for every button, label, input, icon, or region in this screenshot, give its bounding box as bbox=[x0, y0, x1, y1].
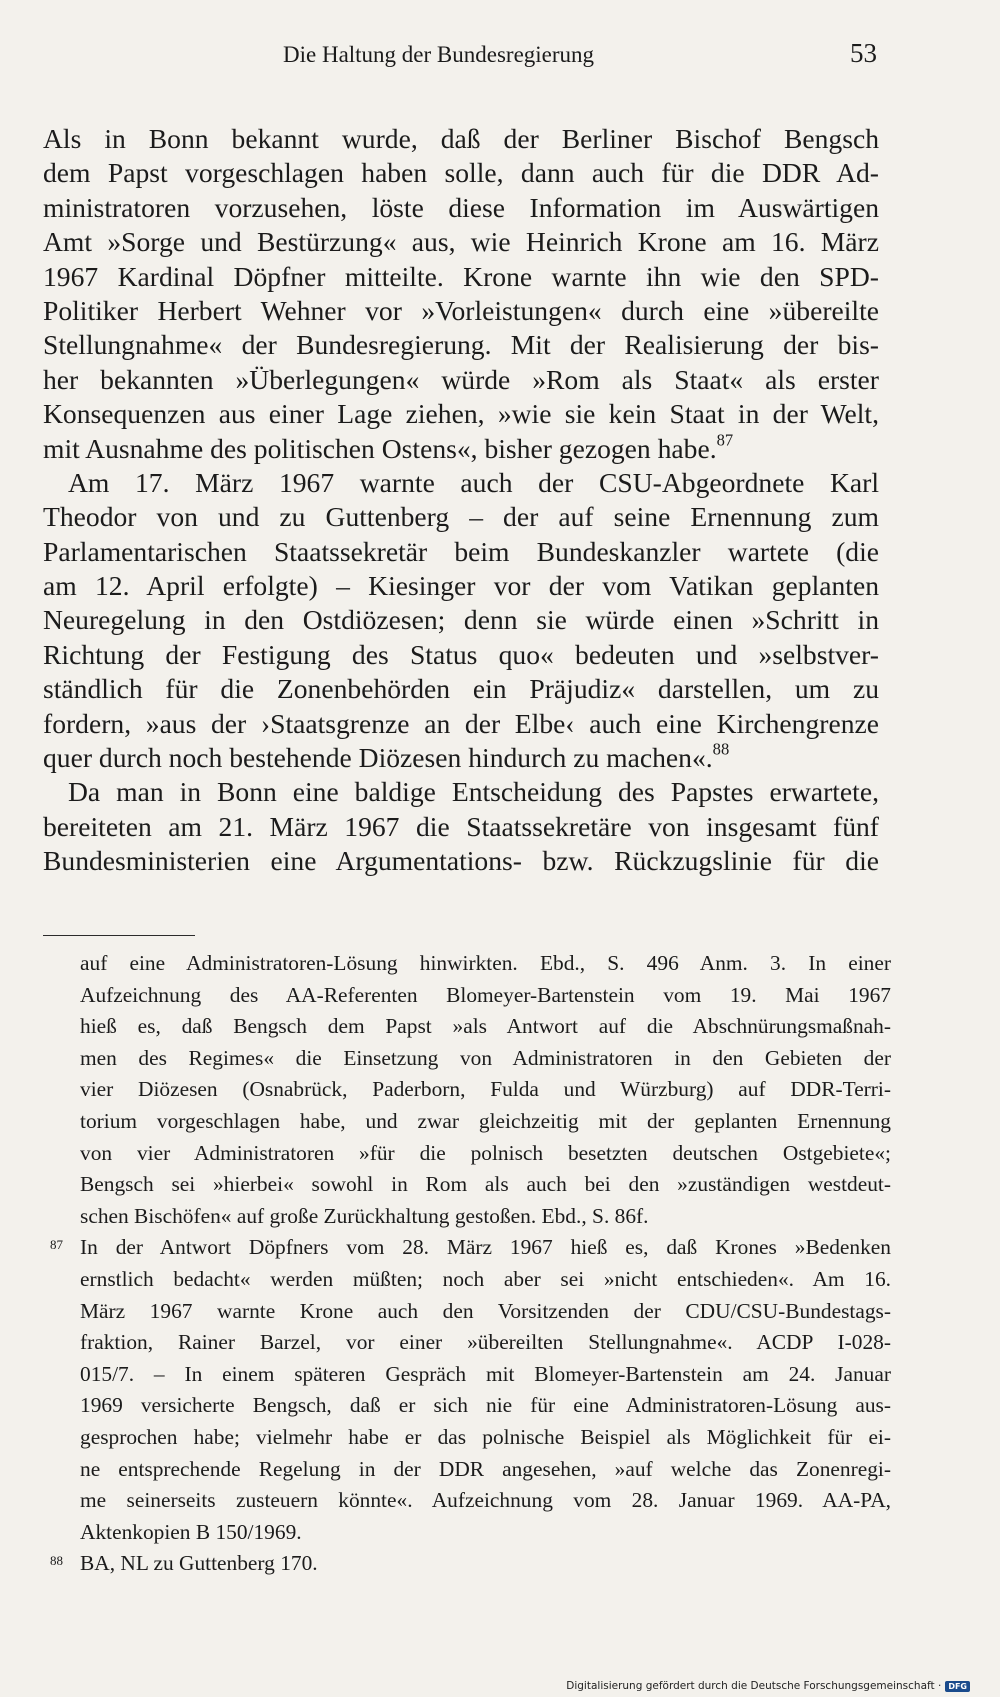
footnote-line: schen Bischöfen« auf große Zurückhaltung gestoßen. Ebd., S. 86f. bbox=[80, 1203, 649, 1228]
body-text bbox=[43, 122, 879, 879]
footnote-87-line: 1969 versicherte Bengsch, daß er sich nie für eine Administratoren-Lösung aus- bbox=[80, 1393, 891, 1418]
body-line: Parlamentarischen Staatssekretär beim Bundeskanzler wartete (die bbox=[43, 535, 879, 567]
body-line: Richtung der Festigung des Status quo« bedeuten und »selbstver- bbox=[43, 638, 879, 670]
body-line-text: quer durch noch bestehende Diözesen hindurch zu machen«. bbox=[43, 742, 713, 774]
dfg-logo: DFG bbox=[945, 1681, 970, 1692]
footnote-87-number: 87 bbox=[50, 1237, 63, 1253]
body-line: bereiteten am 21. März 1967 die Staatssekretäre von insgesamt fünf bbox=[43, 810, 879, 842]
footnote-87-line: gesprochen habe; vielmehr habe er das polnische Beispiel als Möglichkeit für ei- bbox=[80, 1424, 891, 1449]
body-line-text: mit Ausnahme des politischen Ostens«, bisher gezogen habe. bbox=[43, 432, 717, 464]
footnote-88-text: BA, NL zu Guttenberg 170. bbox=[80, 1551, 318, 1576]
body-line: Neuregelung in den Ostdiözesen; denn sie würde einen »Schritt in bbox=[43, 604, 879, 636]
body-line: Da man in Bonn eine baldige Entscheidung des Papstes erwartete, bbox=[68, 776, 879, 808]
body-line: fordern, »aus der ›Staatsgrenze an der Elbe‹ auch eine Kirchengrenze bbox=[43, 707, 879, 739]
footnote-87-line: fraktion, Rainer Barzel, vor einer »übereilten Stellungnahme«. ACDP I-028- bbox=[80, 1330, 891, 1355]
footnote-line: von vier Administratoren »für die polnisch besetzten deutschen Ostgebiete«; bbox=[80, 1140, 891, 1165]
body-line: Am 17. März 1967 warnte auch der CSU-Abgeordnete Karl bbox=[68, 466, 879, 498]
footnote-87-line bbox=[43, 1232, 891, 1264]
footnote-line: auf eine Administratoren-Lösung hinwirkten. Ebd., S. 496 Anm. 3. In einer bbox=[80, 951, 891, 975]
body-line: Als in Bonn bekannt wurde, daß der Berliner Bischof Bengsch bbox=[43, 123, 879, 154]
footnote-divider bbox=[43, 935, 195, 936]
footnote-line: men des Regimes« die Einsetzung von Administratoren in den Gebieten der bbox=[80, 1045, 891, 1070]
digitization-credit bbox=[566, 1680, 970, 1692]
body-line: 1967 Kardinal Döpfner mitteilte. Krone warnte ihn wie den SPD- bbox=[43, 260, 879, 292]
credit-text: Digitalisierung gefördert durch die Deutsche Forschungsgemeinschaft · bbox=[566, 1680, 942, 1692]
body-line: dem Papst vorgeschlagen haben solle, dann auch für die DDR Ad- bbox=[43, 157, 879, 189]
body-line: Politiker Herbert Wehner vor »Vorleistungen« durch eine »übereilte bbox=[43, 294, 879, 326]
footnotes bbox=[43, 948, 891, 1580]
footnote-87-text: In der Antwort Döpfners vom 28. März 1967 hieß es, daß Krones »Bedenken bbox=[80, 1235, 891, 1260]
body-line: am 12. April erfolgte) – Kiesinger vor der vom Vatikan geplanten bbox=[43, 570, 879, 602]
footnote-line: hieß es, daß Bengsch dem Papst »als Antwort auf die Abschnürungsmaßnah- bbox=[80, 1014, 891, 1039]
body-line: Amt »Sorge und Bestürzung« aus, wie Heinrich Krone am 16. März bbox=[43, 226, 879, 258]
footnote-reference-88[interactable]: 88 bbox=[712, 739, 730, 759]
body-line: Theodor von und zu Guttenberg – der auf seine Ernennung zum bbox=[43, 501, 879, 533]
footnote-line: torium vorgeschlagen habe, und zwar gleichzeitig mit der geplanten Ernennung bbox=[80, 1108, 891, 1133]
running-title: Die Haltung der Bundesregierung bbox=[283, 42, 595, 67]
page-number: 53 bbox=[850, 38, 877, 68]
footnote-87-line: me seinerseits zusteuern könnte«. Aufzeichnung vom 28. Januar 1969. AA-PA, bbox=[80, 1488, 891, 1513]
footnote-line: Bengsch sei »hierbei« sowohl in Rom als auch bei den »zuständigen westdeut- bbox=[80, 1172, 891, 1197]
footnote-88-line bbox=[43, 1548, 891, 1580]
footnote-87-line: Aktenkopien B 150/1969. bbox=[80, 1519, 302, 1544]
body-line: ständlich für die Zonenbehörden ein Präjudiz« darstellen, um zu bbox=[43, 673, 879, 705]
body-line: Stellungnahme« der Bundesregierung. Mit der Realisierung der bis- bbox=[43, 329, 879, 361]
running-head bbox=[0, 38, 1000, 76]
footnote-reference-87[interactable]: 87 bbox=[716, 430, 734, 450]
body-line bbox=[43, 432, 879, 466]
footnote-line: Aufzeichnung des AA-Referenten Blomeyer-Bartenstein vom 19. Mai 1967 bbox=[80, 982, 891, 1007]
body-line: Konsequenzen aus einer Lage ziehen, »wie sie kein Staat in der Welt, bbox=[43, 398, 879, 430]
body-line: ministratoren vorzusehen, löste diese Information im Auswärtigen bbox=[43, 191, 879, 223]
footnote-88-number: 88 bbox=[50, 1553, 63, 1569]
body-line bbox=[43, 741, 879, 775]
body-line: Bundesministerien eine Argumentations- bzw. Rückzugslinie für die bbox=[43, 845, 879, 877]
footnote-87-line: ernstlich bedacht« werden müßten; noch aber sei »nicht entschieden«. Am 16. bbox=[80, 1266, 891, 1291]
body-line: her bekannten »Überlegungen« würde »Rom als Staat« als erster bbox=[43, 363, 879, 395]
footnote-87-line: März 1967 warnte Krone auch den Vorsitzenden der CDU/CSU-Bundestags- bbox=[80, 1298, 891, 1323]
footnote-87-line: ne entsprechende Regelung in der DDR angesehen, »auf welche das Zonenregi- bbox=[80, 1456, 891, 1481]
footnote-line: vier Diözesen (Osnabrück, Paderborn, Fulda und Würzburg) auf DDR-Terri- bbox=[80, 1077, 891, 1102]
footnote-87-line: 015/7. – In einem späteren Gespräch mit Blomeyer-Bartenstein am 24. Januar bbox=[80, 1361, 891, 1386]
